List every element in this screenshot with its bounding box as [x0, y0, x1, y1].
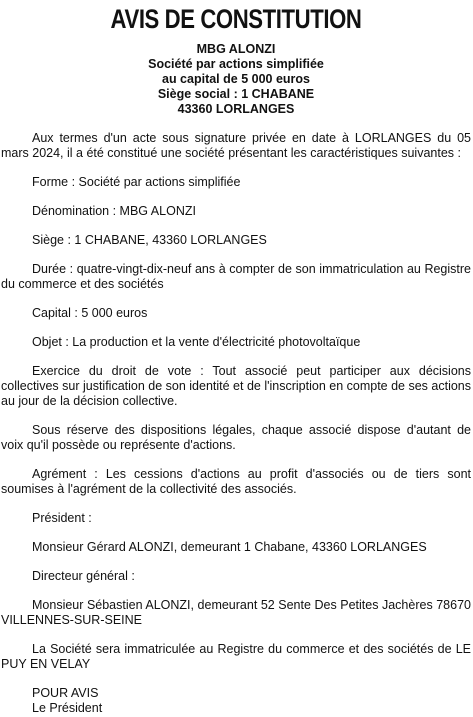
- paragraph-denomination: Dénomination : MBG ALONZI: [32, 204, 196, 218]
- paragraph-agrement: Agrément : Les cessions d'actions au profit d'associés ou de tiers sont soumises à l'agrément de la collectivité des associés.: [1, 467, 471, 496]
- paragraph-intro: Aux termes d'un acte sous signature privée en date à LORLANGES du 05 mars 2024, il a été constitué une société présentant les caractéristiques suivantes :: [1, 131, 471, 160]
- company-name: MBG ALONZI: [196, 42, 276, 56]
- company-capital: au capital de 5 000 euros: [162, 72, 310, 86]
- paragraph-capital: Capital : 5 000 euros: [32, 306, 148, 320]
- paragraph-droit-de-vote: Exercice du droit de vote : Tout associé peut participer aux décisions collectives sur justification de son identité et de l'inscription en compte de ses actions au jour de la décision collective.: [1, 364, 471, 408]
- paragraph-siege: Siège : 1 CHABANE, 43360 LORLANGES: [32, 233, 267, 247]
- company-header: [1, 42, 471, 117]
- paragraph-forme: Forme : Société par actions simplifiée: [32, 175, 241, 189]
- company-seat: Siège social : 1 CHABANE: [157, 87, 315, 101]
- paragraph-dg-name: Monsieur Sébastien ALONZI, demeurant 52 Sente Des Petites Jachères 78670 VILLENNES-SUR-SEINE: [1, 598, 471, 627]
- notice-body: [1, 131, 471, 716]
- notice-title: AVIS DE CONSTITUTION: [110, 4, 362, 34]
- closing-pour-avis: POUR AVIS: [32, 686, 99, 700]
- paragraph-voix: Sous réserve des dispositions légales, chaque associé dispose d'autant de voix qu'il possède ou représente d'actions.: [1, 423, 471, 452]
- paragraph-president-name: Monsieur Gérard ALONZI, demeurant 1 Chabane, 43360 LORLANGES: [32, 540, 427, 554]
- company-form: Société par actions simplifiée: [148, 57, 324, 71]
- paragraph-objet: Objet : La production et la vente d'électricité photovoltaïque: [32, 335, 361, 349]
- paragraph-immatriculation: La Société sera immatriculée au Registre du commerce et des sociétés de LE PUY EN VELAY: [1, 642, 471, 671]
- closing-signatory: Le Président: [32, 701, 103, 715]
- paragraph-dg-label: Directeur général :: [32, 569, 135, 583]
- company-city: 43360 LORLANGES: [177, 102, 295, 116]
- paragraph-president-label: Président :: [32, 511, 92, 525]
- paragraph-duree: Durée : quatre-vingt-dix-neuf ans à compter de son immatriculation au Registre du commerce et des sociétés: [1, 262, 471, 291]
